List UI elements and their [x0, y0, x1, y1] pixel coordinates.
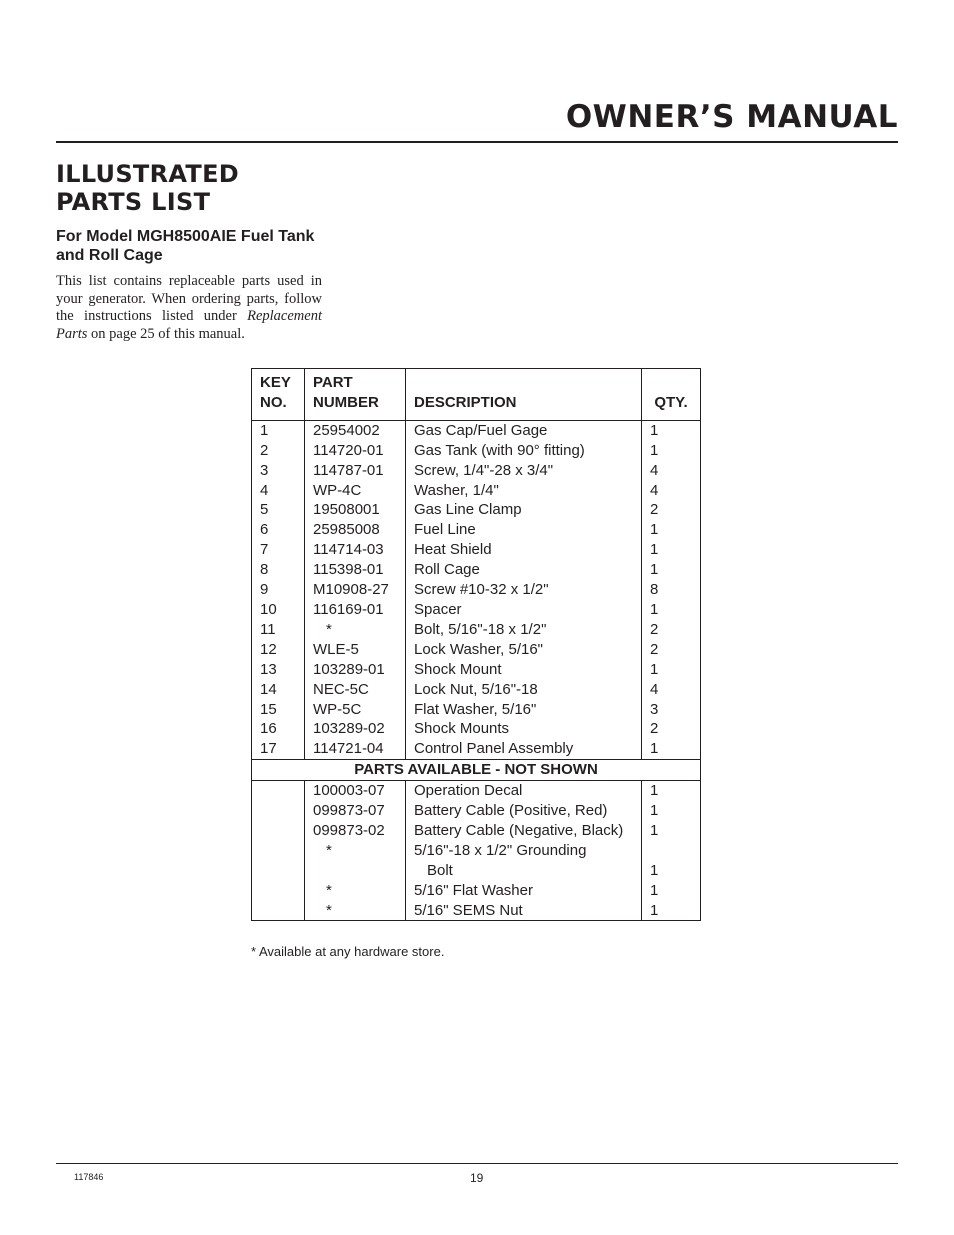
table-cell: Screw, 1/4"-28 x 3/4"	[414, 461, 554, 479]
table-cell: 17	[260, 740, 277, 758]
table-cell: 19508001	[313, 501, 380, 519]
table-cell: 1	[650, 561, 659, 579]
table-cell: 099873-02	[313, 821, 385, 839]
table-cell: 2	[650, 640, 659, 658]
table-cell: 116169-01	[313, 600, 384, 618]
table-cell: Flat Washer, 5/16"	[414, 700, 537, 718]
table-cell: 14	[260, 680, 277, 698]
table-cell: Spacer	[414, 600, 462, 618]
table-cell: Bolt, 5/16"-18 x 1/2"	[414, 620, 547, 638]
table-cell: Heat Shield	[414, 541, 492, 559]
table-cell: Gas Tank (with 90° fitting)	[414, 441, 585, 459]
table-cell: Lock Nut, 5/16"-18	[414, 680, 538, 698]
table-cell: 103289-01	[313, 660, 385, 678]
table-cell: 1	[650, 861, 659, 879]
table-cell: Gas Line Clamp	[414, 501, 522, 519]
table-cell: Fuel Line	[414, 521, 476, 539]
header-divider	[56, 141, 898, 143]
table-cell: 1	[650, 521, 659, 539]
table-cell	[313, 861, 397, 881]
table-cell: 1	[650, 600, 659, 618]
table-cell: 9	[260, 581, 269, 599]
table-cell: 5/16" SEMS Nut	[414, 901, 523, 919]
not-shown-part-column	[305, 781, 406, 921]
intro-text-after: on page 25 of this manual.	[87, 325, 245, 342]
table-cell: 114787-01	[313, 461, 384, 479]
header-qty: QTY.	[642, 369, 701, 421]
parts-body-row	[252, 420, 701, 759]
intro-paragraph	[56, 273, 322, 343]
table-header-row	[252, 369, 701, 421]
table-cell	[650, 841, 692, 861]
table-cell: 25985008	[313, 521, 380, 539]
table-cell: 11	[260, 620, 276, 638]
table-cell: Lock Washer, 5/16"	[414, 640, 544, 658]
table-cell: Shock Mounts	[414, 720, 510, 738]
table-cell: Shock Mount	[414, 660, 502, 678]
table-cell: Roll Cage	[414, 561, 480, 579]
table-cell: 1	[650, 421, 659, 439]
description-column	[406, 420, 642, 759]
table-cell: NEC-5C	[313, 680, 369, 698]
table-cell: 2	[650, 620, 659, 638]
table-cell: 1	[650, 821, 659, 839]
table-cell: Operation Decal	[414, 782, 523, 800]
table-cell: 115398-01	[313, 561, 384, 579]
table-cell: 3	[650, 700, 659, 718]
table-cell: 3	[260, 461, 269, 479]
subsection-title: For Model MGH8500AIE Fuel Tank and Roll Cage	[56, 228, 315, 264]
table-cell: 1	[650, 881, 659, 899]
table-cell: Battery Cable (Negative, Black)	[414, 821, 624, 839]
table-cell: 8	[650, 581, 659, 599]
not-shown-qty-column	[642, 781, 701, 921]
section-title	[56, 160, 239, 216]
table-cell: 10	[260, 600, 277, 618]
header-part-number: PART NUMBER	[305, 369, 406, 421]
table-cell: 2	[650, 720, 659, 738]
intro-emphasis: Replacement Parts	[56, 308, 322, 342]
table-cell: Control Panel Assembly	[414, 740, 574, 758]
table-cell: 16	[260, 720, 277, 738]
table-cell: Battery Cable (Positive, Red)	[414, 802, 608, 820]
not-shown-key-column	[252, 781, 305, 921]
table-cell: 100003-07	[313, 782, 385, 800]
table-cell: 114721-04	[313, 740, 384, 758]
table-cell: 2	[260, 441, 269, 459]
table-cell: 1	[650, 541, 659, 559]
manual-title: OWNER’S MANUAL	[565, 99, 898, 135]
table-cell: *	[326, 841, 332, 859]
table-cell: *	[326, 901, 332, 919]
qty-column	[642, 420, 701, 759]
footnote: * Available at any hardware store.	[251, 944, 445, 959]
table-cell: 1	[650, 441, 659, 459]
table-cell: Screw #10-32 x 1/2"	[414, 581, 549, 599]
footer-divider	[56, 1163, 898, 1164]
table-cell: 15	[260, 700, 277, 718]
intro-text-before: This list contains replaceable parts used in your generator. When ordering parts, follow the instructions listed under	[56, 273, 322, 324]
header-key-no: KEY NO.	[252, 369, 305, 421]
page-number: 19	[470, 1171, 484, 1185]
table-cell: *	[326, 881, 332, 899]
section-title-line2: PARTS LIST	[56, 188, 211, 216]
table-cell: 5/16"-18 x 1/2" Grounding	[414, 841, 587, 859]
table-cell: Bolt	[427, 861, 453, 879]
key-column	[252, 420, 305, 759]
table-cell: 4	[650, 680, 659, 698]
table-cell: 7	[260, 541, 269, 559]
section-title-line1: ILLUSTRATED	[56, 160, 239, 188]
table-cell: 12	[260, 640, 277, 658]
table-cell: 114720-01	[313, 441, 384, 459]
not-shown-header: PARTS AVAILABLE - NOT SHOWN	[252, 760, 701, 781]
document-number: 117846	[74, 1172, 104, 1182]
table-cell: 103289-02	[313, 720, 385, 738]
table-cell: 1	[650, 901, 659, 919]
table-cell: *	[326, 620, 332, 638]
table-cell: M10908-27	[313, 581, 389, 599]
table-cell: 1	[260, 421, 269, 439]
table-cell: 1	[650, 802, 659, 820]
table-cell: 13	[260, 660, 277, 678]
table-cell: 099873-07	[313, 802, 385, 820]
table-cell: 1	[650, 740, 659, 758]
table-cell: 4	[650, 461, 659, 479]
table-cell: 4	[260, 481, 269, 499]
table-cell: 8	[260, 561, 269, 579]
parts-table	[251, 368, 701, 921]
not-shown-description-column	[406, 781, 642, 921]
table-cell: 114714-03	[313, 541, 384, 559]
header-description: DESCRIPTION	[406, 369, 642, 421]
table-cell: WP-5C	[313, 700, 362, 718]
table-cell: Washer, 1/4"	[414, 481, 499, 499]
table-cell: 2	[650, 501, 659, 519]
table-cell: 1	[650, 660, 659, 678]
table-cell: WP-4C	[313, 481, 362, 499]
table-cell: WLE-5	[313, 640, 359, 658]
table-cell: 5/16" Flat Washer	[414, 881, 533, 899]
table-cell: Gas Cap/Fuel Gage	[414, 421, 548, 439]
table-cell: 6	[260, 521, 269, 539]
table-cell: 5	[260, 501, 269, 519]
table-cell: 25954002	[313, 421, 380, 439]
table-cell: 1	[650, 782, 659, 800]
not-shown-body-row	[252, 781, 701, 921]
table-cell: 4	[650, 481, 659, 499]
not-shown-header-row	[252, 760, 701, 781]
part-number-column	[305, 420, 406, 759]
